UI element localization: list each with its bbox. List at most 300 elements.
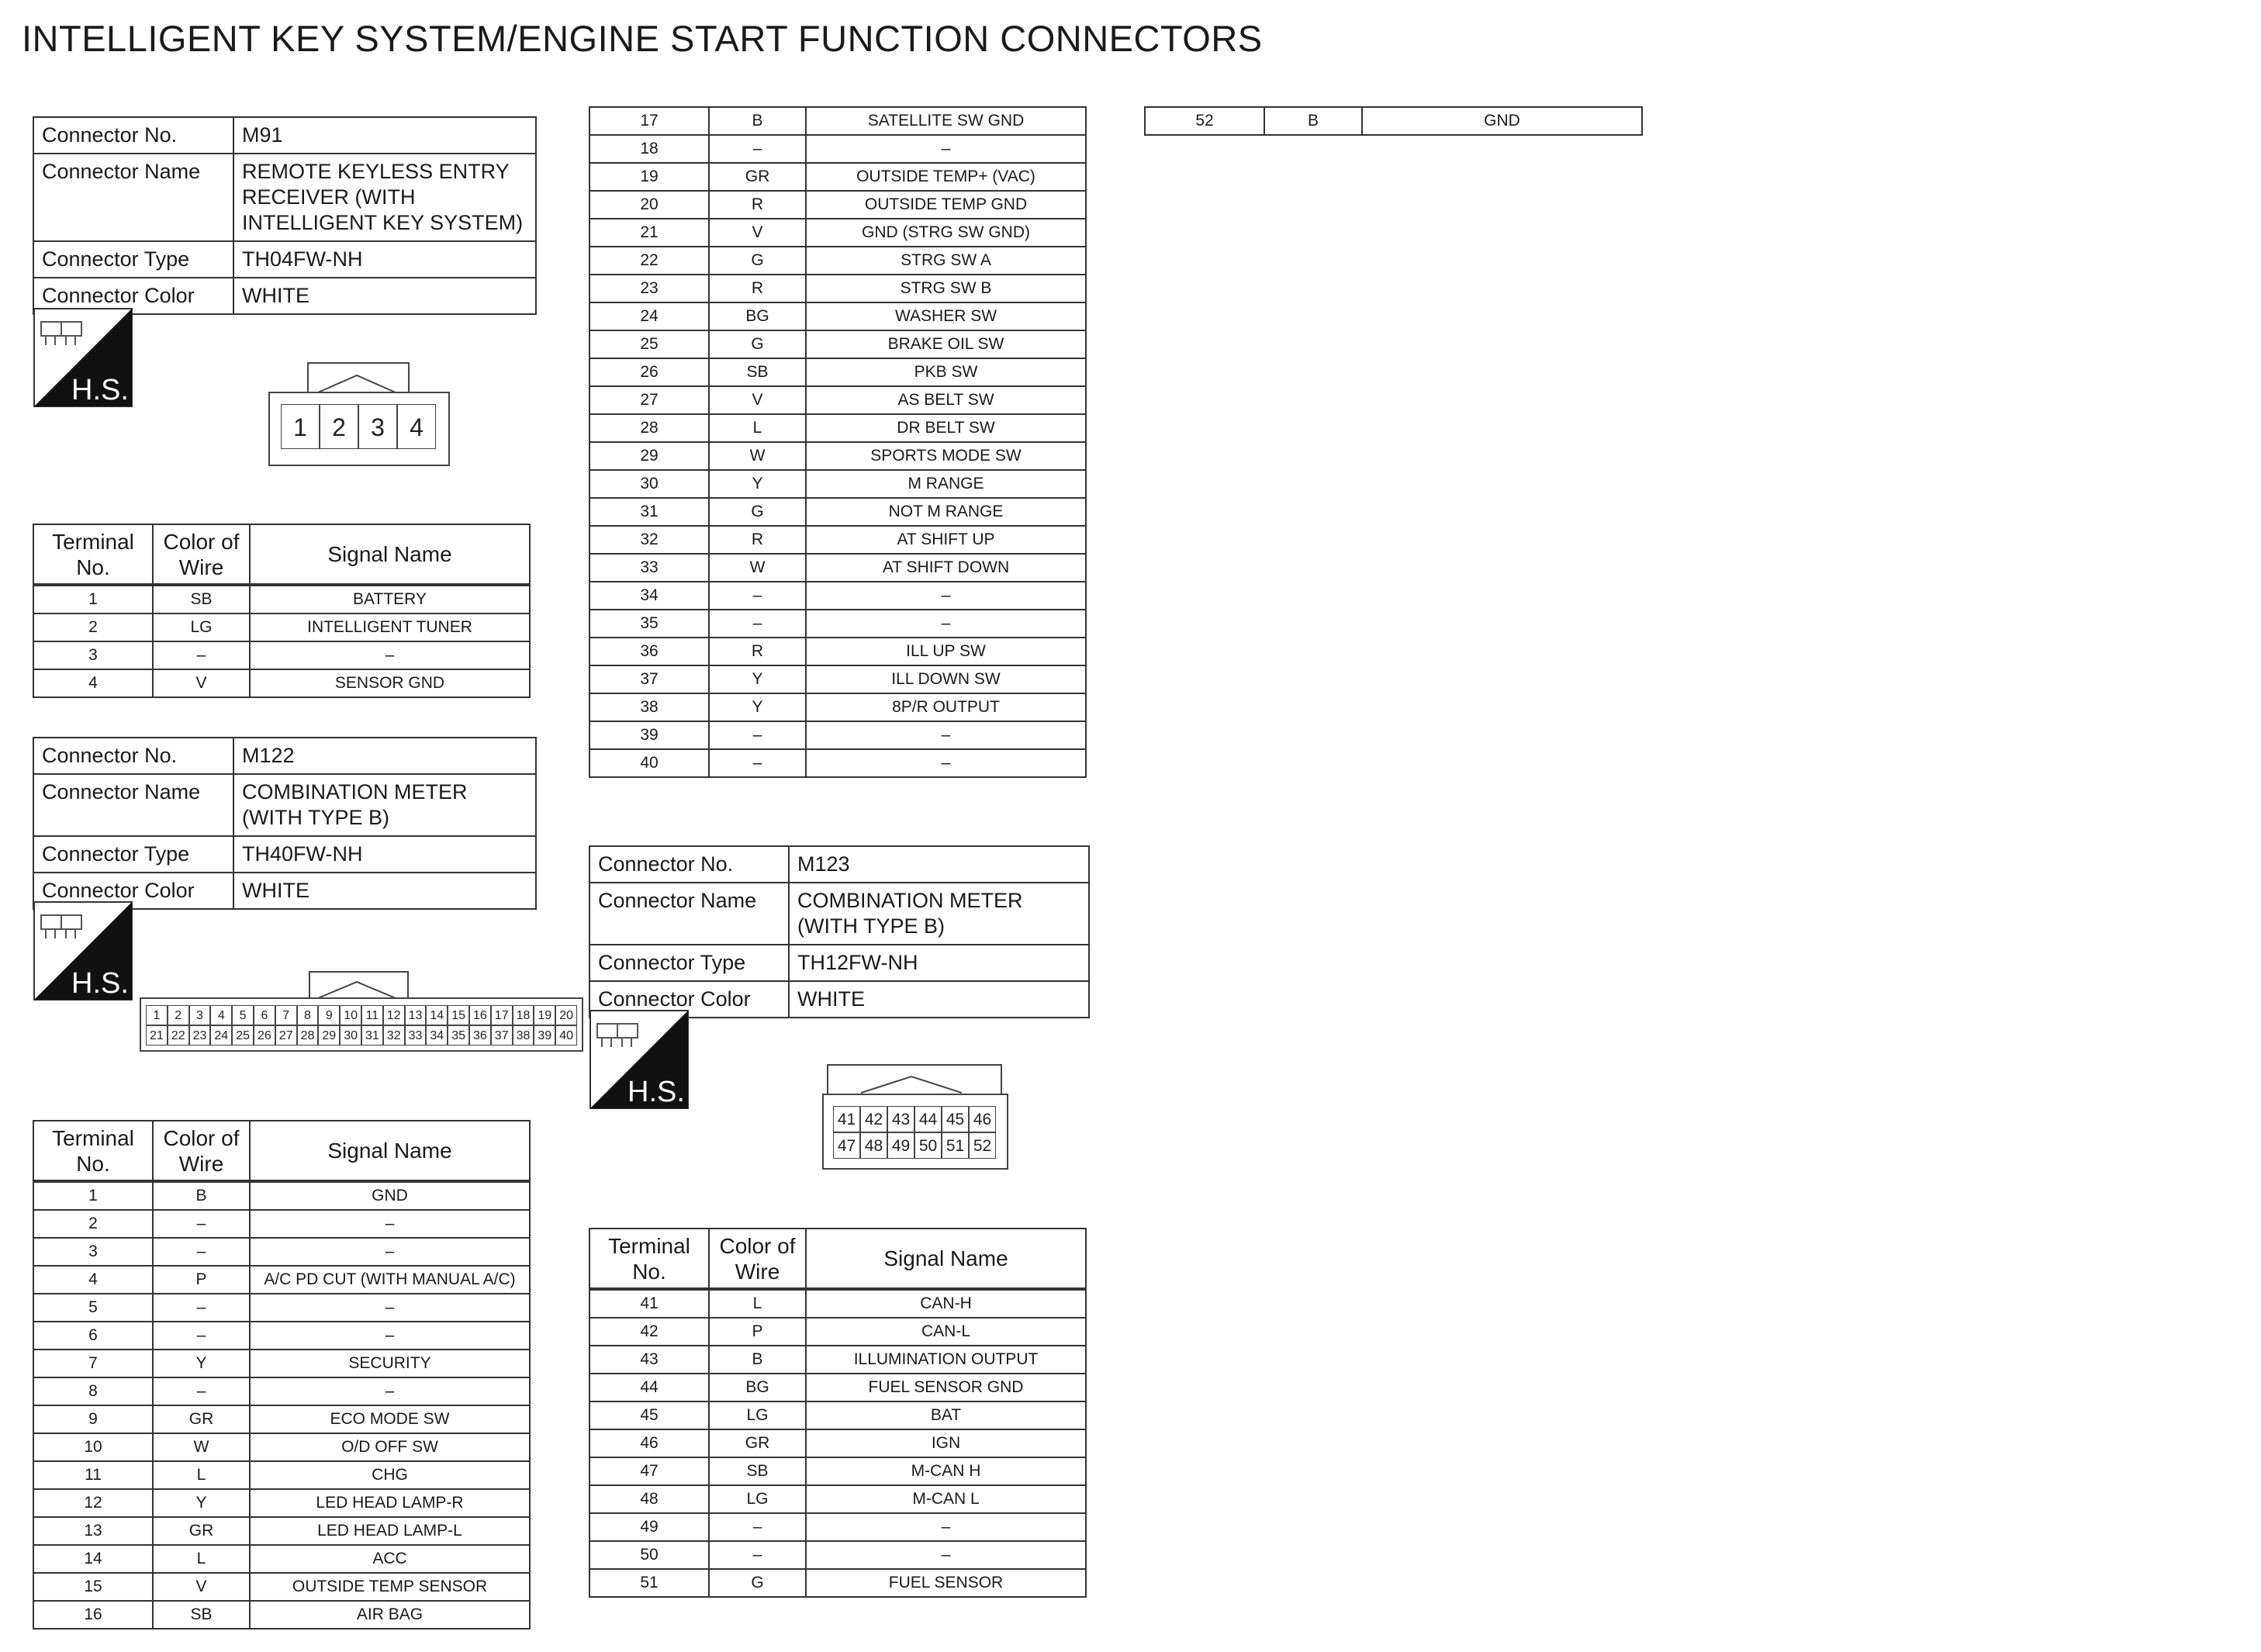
- page-title: INTELLIGENT KEY SYSTEM/ENGINE START FUNCTION CONNECTORS: [22, 18, 1263, 59]
- hs-label: H.S.: [627, 1076, 685, 1108]
- signal-name: FUEL SENSOR: [806, 1569, 1086, 1597]
- signal-name: INTELLIGENT TUNER: [250, 613, 530, 641]
- terminal-no: 48: [589, 1485, 709, 1513]
- wire-color: Y: [709, 470, 806, 498]
- signal-name: GND (STRG SW GND): [806, 219, 1086, 247]
- connector-pin: 4: [397, 404, 436, 449]
- connector-pin: 26: [254, 1025, 275, 1045]
- terminal-no: 4: [33, 669, 153, 697]
- signal-name: SATELLITE SW GND: [806, 107, 1086, 135]
- wire-color: –: [709, 582, 806, 610]
- wire-color: BG: [709, 1374, 806, 1401]
- wire-color: R: [709, 638, 806, 665]
- terminal-row: [589, 470, 1086, 498]
- terminal-no: 18: [589, 135, 709, 163]
- m122-connector-color: WHITE: [233, 873, 536, 909]
- terminal-row: [33, 585, 530, 613]
- m91-terminal-table: [33, 524, 531, 698]
- wire-color: SB: [153, 585, 250, 613]
- info-label-type: Connector Type: [33, 241, 233, 278]
- wire-color: R: [709, 526, 806, 554]
- terminal-no: 27: [589, 386, 709, 414]
- m123-connector-drawing: [822, 1094, 1008, 1170]
- connector-pin: 34: [426, 1025, 448, 1045]
- signal-name: LED HEAD LAMP-R: [250, 1489, 530, 1517]
- terminal-no: 10: [33, 1433, 153, 1461]
- wire-color: –: [709, 749, 806, 777]
- m122-info-table: [33, 737, 537, 910]
- terminal-row: [589, 1457, 1086, 1485]
- connector-pin: 46: [969, 1106, 996, 1132]
- terminal-row: [33, 1489, 530, 1517]
- terminal-row: [589, 721, 1086, 749]
- wire-color: LG: [709, 1401, 806, 1429]
- signal-name: AT SHIFT DOWN: [806, 554, 1086, 582]
- connector-pin: 23: [189, 1025, 211, 1045]
- info-label-no: Connector No.: [589, 846, 789, 883]
- terminal-row: [589, 163, 1086, 191]
- terminal-row: [589, 554, 1086, 582]
- signal-name: OUTSIDE TEMP GND: [806, 191, 1086, 219]
- terminal-no: 45: [589, 1401, 709, 1429]
- terminal-no: 43: [589, 1346, 709, 1374]
- terminal-no: 39: [589, 721, 709, 749]
- connector-pin: 21: [146, 1025, 168, 1045]
- signal-name: BATTERY: [250, 585, 530, 613]
- connector-pin: 9: [318, 1005, 340, 1025]
- terminal-row: [589, 442, 1086, 470]
- terminal-row: [589, 526, 1086, 554]
- wire-color: L: [709, 414, 806, 442]
- terminal-row: [589, 247, 1086, 275]
- terminal-row: [1145, 107, 1642, 135]
- terminal-row: [33, 1433, 530, 1461]
- signal-name: –: [250, 1238, 530, 1266]
- connector-pin: 43: [887, 1106, 914, 1132]
- signal-name: STRG SW A: [806, 247, 1086, 275]
- terminal-no: 5: [33, 1294, 153, 1322]
- signal-name: AT SHIFT UP: [806, 526, 1086, 554]
- connector-pin: 5: [232, 1005, 254, 1025]
- terminal-no: 21: [589, 219, 709, 247]
- terminal-row: [33, 1266, 530, 1294]
- connector-pin: 1: [281, 404, 320, 449]
- signal-name: DR BELT SW: [806, 414, 1086, 442]
- signal-name: AIR BAG: [250, 1601, 530, 1629]
- terminal-row: [589, 135, 1086, 163]
- terminal-row: [33, 1573, 530, 1601]
- terminal-no: 14: [33, 1545, 153, 1573]
- terminal-no: 49: [589, 1513, 709, 1541]
- terminal-row: [33, 1210, 530, 1238]
- terminal-row: [589, 219, 1086, 247]
- terminal-no: 40: [589, 749, 709, 777]
- terminal-row: [589, 1513, 1086, 1541]
- wire-color: SB: [153, 1601, 250, 1629]
- wire-color: G: [709, 330, 806, 358]
- signal-name: OUTSIDE TEMP+ (VAC): [806, 163, 1086, 191]
- wire-color: Y: [709, 693, 806, 721]
- terminal-row: [589, 1429, 1086, 1457]
- wire-color: GR: [153, 1405, 250, 1433]
- wire-color: –: [153, 1210, 250, 1238]
- wire-color: –: [153, 1377, 250, 1405]
- wire-color: W: [709, 442, 806, 470]
- signal-name: OUTSIDE TEMP SENSOR: [250, 1573, 530, 1601]
- wire-color: P: [153, 1266, 250, 1294]
- terminal-row: [589, 610, 1086, 638]
- connector-pin: 11: [361, 1005, 383, 1025]
- signal-name: O/D OFF SW: [250, 1433, 530, 1461]
- signal-name: M RANGE: [806, 470, 1086, 498]
- wire-color: –: [709, 1513, 806, 1541]
- connector-pin: 14: [426, 1005, 448, 1025]
- terminal-row: [589, 1569, 1086, 1597]
- terminal-no: 52: [1145, 107, 1264, 135]
- terminal-row: [589, 1541, 1086, 1569]
- m123-connector-no: M123: [789, 846, 1089, 883]
- connector-pin: 16: [469, 1005, 491, 1025]
- terminal-no: 33: [589, 554, 709, 582]
- m91-connector-no: M91: [233, 117, 536, 154]
- wire-color: LG: [153, 613, 250, 641]
- connector-pin: 51: [942, 1132, 969, 1159]
- terminal-no: 34: [589, 582, 709, 610]
- wire-color: –: [153, 1238, 250, 1266]
- info-label-color: Connector Color: [589, 981, 789, 1018]
- hs-label: H.S.: [71, 967, 129, 1000]
- terminal-no: 16: [33, 1601, 153, 1629]
- terminal-no: 50: [589, 1541, 709, 1569]
- terminal-no: 47: [589, 1457, 709, 1485]
- signal-name: BRAKE OIL SW: [806, 330, 1086, 358]
- wire-color: B: [709, 1346, 806, 1374]
- m91-latch-chevron-icon: [318, 374, 396, 393]
- connector-pin: 52: [969, 1132, 996, 1159]
- wire-color: Y: [153, 1489, 250, 1517]
- m123-connector-type: TH12FW-NH: [789, 945, 1089, 981]
- terminal-row: [589, 1289, 1086, 1318]
- wire-color: Y: [709, 665, 806, 693]
- m91-info-table: [33, 116, 537, 315]
- terminal-no: 9: [33, 1405, 153, 1433]
- signal-name: ACC: [250, 1545, 530, 1573]
- wire-color: G: [709, 1569, 806, 1597]
- signal-name: ILL UP SW: [806, 638, 1086, 665]
- terminal-row: [589, 191, 1086, 219]
- terminal-row: [589, 1346, 1086, 1374]
- wire-color: –: [153, 641, 250, 669]
- connector-pin: 2: [168, 1005, 189, 1025]
- header-signal-name: Signal Name: [806, 1229, 1086, 1289]
- wire-color: W: [709, 554, 806, 582]
- info-label-name: Connector Name: [33, 774, 233, 836]
- signal-name: –: [806, 1513, 1086, 1541]
- terminal-row: [589, 414, 1086, 442]
- terminal-row: [33, 1322, 530, 1350]
- terminal-no: 24: [589, 302, 709, 330]
- terminal-row: [33, 1294, 530, 1322]
- terminal-row: [33, 1461, 530, 1489]
- terminal-no: 11: [33, 1461, 153, 1489]
- connector-pin: 20: [555, 1005, 577, 1025]
- terminal-row: [589, 665, 1086, 693]
- info-label-name: Connector Name: [33, 154, 233, 241]
- terminal-no: 26: [589, 358, 709, 386]
- connector-pin: 27: [275, 1025, 297, 1045]
- m122-connector-type: TH40FW-NH: [233, 836, 536, 873]
- terminal-row: [589, 1374, 1086, 1401]
- terminal-row: [589, 358, 1086, 386]
- connector-pin: 28: [297, 1025, 319, 1045]
- signal-name: –: [250, 1377, 530, 1405]
- terminal-row: [589, 498, 1086, 526]
- terminal-no: 22: [589, 247, 709, 275]
- m91-connector-type: TH04FW-NH: [233, 241, 536, 278]
- connector-pin: 31: [361, 1025, 383, 1045]
- wire-color: LG: [709, 1485, 806, 1513]
- info-label-color: Connector Color: [33, 278, 233, 314]
- terminal-no: 1: [33, 1181, 153, 1210]
- wire-color: P: [709, 1318, 806, 1346]
- header-terminal-no: Terminal No.: [589, 1229, 709, 1289]
- wire-color: V: [709, 386, 806, 414]
- signal-name: ILLUMINATION OUTPUT: [806, 1346, 1086, 1374]
- m122-connector-drawing: [140, 997, 583, 1052]
- terminal-row: [589, 107, 1086, 135]
- wire-color: V: [709, 219, 806, 247]
- hs-label: H.S.: [71, 374, 129, 406]
- signal-name: FUEL SENSOR GND: [806, 1374, 1086, 1401]
- header-terminal-no: Terminal No.: [33, 524, 153, 585]
- connector-pin: 19: [534, 1005, 555, 1025]
- connector-pin: 41: [833, 1106, 860, 1132]
- connector-pin: 40: [555, 1025, 577, 1045]
- connector-pin: 45: [942, 1106, 969, 1132]
- connector-pin: 50: [914, 1132, 942, 1159]
- connector-pin: 39: [534, 1025, 555, 1045]
- terminal-no: 37: [589, 665, 709, 693]
- terminal-row: [33, 1350, 530, 1377]
- connector-pin: 48: [860, 1132, 887, 1159]
- terminal-row: [33, 641, 530, 669]
- wire-color: SB: [709, 1457, 806, 1485]
- terminal-no: 13: [33, 1517, 153, 1545]
- terminal-no: 38: [589, 693, 709, 721]
- m122-connector-no: M122: [233, 738, 536, 774]
- m122-latch-chevron-icon: [318, 980, 396, 999]
- connector-pin: 42: [860, 1106, 887, 1132]
- terminal-no: 29: [589, 442, 709, 470]
- terminal-row: [589, 302, 1086, 330]
- header-wire-color: Color of Wire: [709, 1229, 806, 1289]
- wire-color: B: [1264, 107, 1362, 135]
- wire-color: –: [709, 135, 806, 163]
- wire-color: W: [153, 1433, 250, 1461]
- info-label-color: Connector Color: [33, 873, 233, 909]
- header-terminal-no: Terminal No.: [33, 1121, 153, 1181]
- terminal-no: 20: [589, 191, 709, 219]
- terminal-no: 32: [589, 526, 709, 554]
- signal-name: PKB SW: [806, 358, 1086, 386]
- signal-name: STRG SW B: [806, 275, 1086, 302]
- terminal-no: 2: [33, 613, 153, 641]
- info-label-type: Connector Type: [589, 945, 789, 981]
- terminal-row: [33, 1517, 530, 1545]
- wire-color: –: [153, 1294, 250, 1322]
- signal-name: –: [806, 582, 1086, 610]
- connector-pin: 30: [340, 1025, 361, 1045]
- m123-connector-color: WHITE: [789, 981, 1089, 1018]
- terminal-row: [589, 330, 1086, 358]
- m123-terminal-table-a: [589, 1228, 1087, 1598]
- terminal-no: 15: [33, 1573, 153, 1601]
- terminal-row: [589, 1485, 1086, 1513]
- connector-pin: 32: [383, 1025, 405, 1045]
- connector-pin: 24: [210, 1025, 232, 1045]
- hs-harness-side-icon: [33, 901, 133, 1001]
- signal-name: A/C PD CUT (WITH MANUAL A/C): [250, 1266, 530, 1294]
- signal-name: NOT M RANGE: [806, 498, 1086, 526]
- terminal-row: [589, 749, 1086, 777]
- terminal-no: 23: [589, 275, 709, 302]
- m123-connector-name: COMBINATION METER (WITH TYPE B): [789, 883, 1089, 945]
- m91-connector-color: WHITE: [233, 278, 536, 314]
- m122-terminal-table-a: [33, 1120, 531, 1630]
- terminal-row: [33, 613, 530, 641]
- wire-color: GR: [709, 163, 806, 191]
- terminal-no: 6: [33, 1322, 153, 1350]
- m123-info-table: [589, 845, 1090, 1018]
- signal-name: ILL DOWN SW: [806, 665, 1086, 693]
- terminal-row: [589, 1318, 1086, 1346]
- connector-pin: 4: [210, 1005, 232, 1025]
- signal-name: –: [806, 610, 1086, 638]
- wire-color: –: [709, 721, 806, 749]
- signal-name: 8P/R OUTPUT: [806, 693, 1086, 721]
- wire-color: L: [153, 1545, 250, 1573]
- signal-name: SPORTS MODE SW: [806, 442, 1086, 470]
- hs-harness-side-icon: [33, 308, 133, 407]
- terminal-no: 31: [589, 498, 709, 526]
- terminal-no: 8: [33, 1377, 153, 1405]
- connector-pin: 22: [168, 1025, 189, 1045]
- wire-color: –: [709, 610, 806, 638]
- m123-latch-chevron-icon: [861, 1075, 962, 1094]
- connector-pin: 17: [491, 1005, 513, 1025]
- hs-harness-side-icon: [589, 1010, 689, 1109]
- signal-name: LED HEAD LAMP-L: [250, 1517, 530, 1545]
- terminal-row: [33, 669, 530, 697]
- wire-color: G: [709, 498, 806, 526]
- wire-color: –: [709, 1541, 806, 1569]
- wire-color: V: [153, 1573, 250, 1601]
- signal-name: –: [806, 749, 1086, 777]
- header-wire-color: Color of Wire: [153, 524, 250, 585]
- terminal-no: 35: [589, 610, 709, 638]
- terminal-no: 28: [589, 414, 709, 442]
- terminal-row: [589, 693, 1086, 721]
- terminal-row: [33, 1181, 530, 1210]
- terminal-no: 36: [589, 638, 709, 665]
- signal-name: GND: [1362, 107, 1642, 135]
- connector-pin: 47: [833, 1132, 860, 1159]
- wire-color: R: [709, 191, 806, 219]
- signal-name: –: [806, 135, 1086, 163]
- connector-pin: 7: [275, 1005, 297, 1025]
- connector-pin: 12: [383, 1005, 405, 1025]
- signal-name: –: [250, 641, 530, 669]
- terminal-row: [589, 638, 1086, 665]
- signal-name: CHG: [250, 1461, 530, 1489]
- m122-terminal-table-b: [589, 106, 1087, 778]
- terminal-row: [589, 582, 1086, 610]
- terminal-no: 3: [33, 641, 153, 669]
- terminal-no: 51: [589, 1569, 709, 1597]
- terminal-row: [33, 1238, 530, 1266]
- connector-pin: 37: [491, 1025, 513, 1045]
- terminal-no: 46: [589, 1429, 709, 1457]
- terminal-row: [33, 1405, 530, 1433]
- connector-pin: 33: [405, 1025, 427, 1045]
- signal-name: AS BELT SW: [806, 386, 1086, 414]
- info-label-no: Connector No.: [33, 738, 233, 774]
- info-label-no: Connector No.: [33, 117, 233, 154]
- connector-pin: 36: [469, 1025, 491, 1045]
- wire-color: B: [709, 107, 806, 135]
- signal-name: CAN-L: [806, 1318, 1086, 1346]
- signal-name: –: [250, 1294, 530, 1322]
- signal-name: CAN-H: [806, 1289, 1086, 1318]
- signal-name: M-CAN H: [806, 1457, 1086, 1485]
- connector-pin: 25: [232, 1025, 254, 1045]
- terminal-row: [589, 386, 1086, 414]
- terminal-no: 3: [33, 1238, 153, 1266]
- signal-name: ECO MODE SW: [250, 1405, 530, 1433]
- wire-color: R: [709, 275, 806, 302]
- signal-name: SENSOR GND: [250, 669, 530, 697]
- connector-pin: 38: [513, 1025, 534, 1045]
- terminal-no: 4: [33, 1266, 153, 1294]
- info-label-type: Connector Type: [33, 836, 233, 873]
- connector-pin: 18: [513, 1005, 534, 1025]
- signal-name: M-CAN L: [806, 1485, 1086, 1513]
- header-signal-name: Signal Name: [250, 1121, 530, 1181]
- header-wire-color: Color of Wire: [153, 1121, 250, 1181]
- connector-pin: 15: [448, 1005, 469, 1025]
- connector-pin: 1: [146, 1005, 168, 1025]
- terminal-no: 30: [589, 470, 709, 498]
- header-signal-name: Signal Name: [250, 524, 530, 585]
- signal-name: WASHER SW: [806, 302, 1086, 330]
- terminal-no: 7: [33, 1350, 153, 1377]
- connector-pin: 10: [340, 1005, 361, 1025]
- m91-connector-name: REMOTE KEYLESS ENTRY RECEIVER (WITH INTELLIGENT KEY SYSTEM): [233, 154, 536, 241]
- connector-pin: 2: [320, 404, 358, 449]
- terminal-no: 2: [33, 1210, 153, 1238]
- connector-pin: 3: [358, 404, 397, 449]
- wire-color: BG: [709, 302, 806, 330]
- wire-color: GR: [153, 1517, 250, 1545]
- terminal-no: 12: [33, 1489, 153, 1517]
- wire-color: L: [709, 1289, 806, 1318]
- connector-pin: 6: [254, 1005, 275, 1025]
- terminal-no: 1: [33, 585, 153, 613]
- connector-pin: 3: [189, 1005, 211, 1025]
- terminal-no: 42: [589, 1318, 709, 1346]
- signal-name: –: [250, 1322, 530, 1350]
- connector-pin: 8: [297, 1005, 319, 1025]
